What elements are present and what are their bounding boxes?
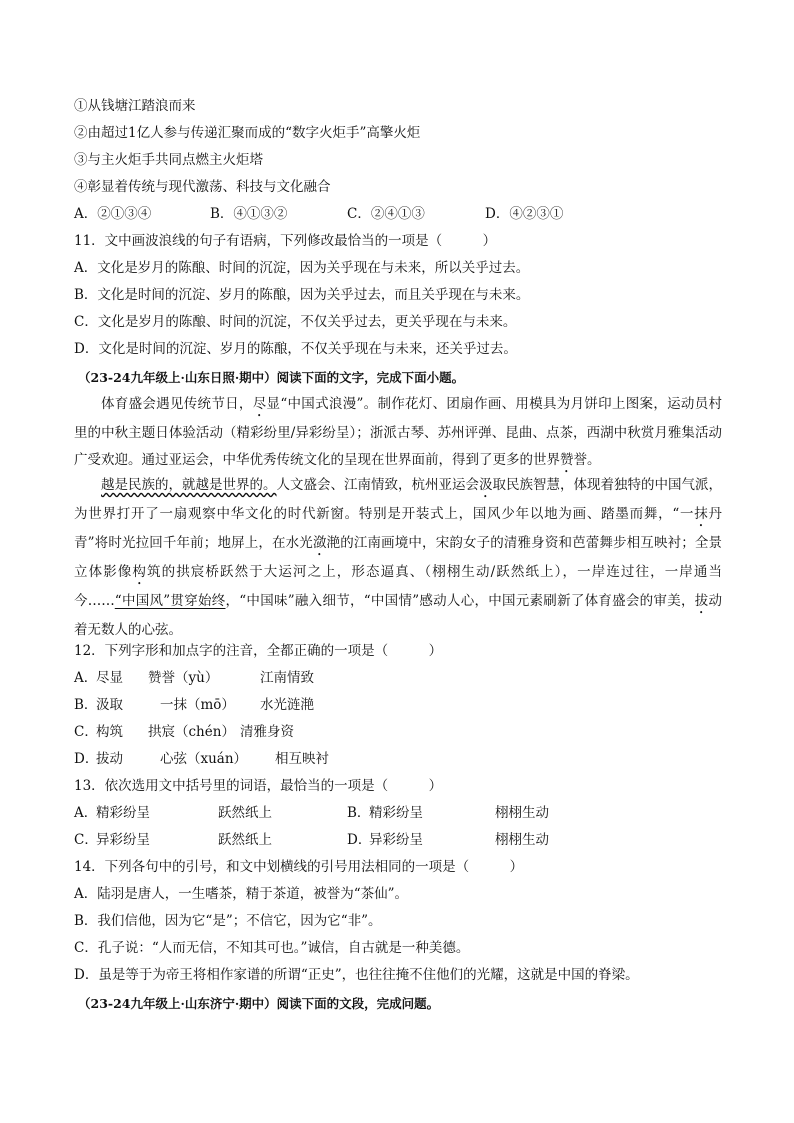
q12-stem: 12．下列字形和加点字的注音，全都正确的一项是（ ）: [74, 643, 443, 659]
section-heading-jining: （23-24九年级上·山东济宁·期中）阅读下面的文段，完成问题。: [78, 996, 440, 1011]
q10-option-c: C．②④①③: [347, 206, 425, 222]
q12-option-d-word3: 相互映衬: [275, 751, 329, 767]
q13-option-d-word1: 异彩纷呈: [369, 832, 423, 848]
q10-option-a: A．②①③④: [74, 206, 152, 222]
q11-option-b: B．文化是时间的沉淀、岁月的陈酿，因为关乎过去，而且关乎现在与未来。: [74, 287, 530, 303]
q10-option-b: B．④①③②: [210, 206, 288, 222]
q13-option-a-word2: 跃然纸上: [218, 805, 272, 821]
q12-option-d-word1: 拔动: [96, 751, 123, 767]
q10-option-d: D．④②③①: [485, 206, 564, 222]
q12-option-a-letter: A．: [74, 670, 98, 686]
q13-stem: 13．依次选用文中括号里的词语，最恰当的一项是（ ）: [74, 778, 443, 794]
q12-option-a-word3: 江南情致: [260, 670, 314, 686]
q12-option-d-word2: 心弦（xuán）: [160, 751, 248, 767]
q10-item-2: ②由超过1亿人参与传递汇聚而成的“数字火炬手”高擎火炬: [74, 125, 421, 141]
q12-option-c-word1: 构筑: [96, 724, 123, 740]
q11-option-d: D．文化是时间的沉淀、岁月的陈酿，不仅关乎现在与未来，还关乎过去。: [74, 341, 517, 357]
q14-stem: 14．下列各句中的引号，和文中划横线的引号用法相同的一项是（ ）: [74, 859, 524, 875]
q10-item-3: ③与主火炬手共同点燃主火炬塔: [74, 152, 263, 168]
q12-option-c-word2: 拱宸（chén）: [148, 724, 235, 740]
q14-option-c: C．孔子说：“人而无信，不知其可也。”诚信，自古就是一种美德。: [74, 940, 470, 956]
q14-option-b: B．我们信他，因为它“是”；不信它，因为它“非”。: [74, 913, 382, 929]
q13-option-b-letter: B．: [347, 805, 371, 821]
q14-option-d: D．虽是等于为帝王将相作家谱的所谓“正史”，也往往掩不住他们的光耀，这就是中国的脊梁。: [74, 967, 639, 983]
wavy-sentence: 越是民族的，就越是世界的。: [101, 477, 277, 493]
underlined-phrase: “中国风”贯穿始终: [114, 593, 226, 609]
q11-stem: 11．文中画波浪线的句子有语病，下列修改最恰当的一项是（ ）: [74, 233, 497, 249]
q13-option-c-word2: 跃然纸上: [218, 832, 272, 848]
q12-option-b-word2: 一抹（mō）: [160, 697, 235, 713]
q13-option-a-word1: 精彩纷呈: [96, 805, 150, 821]
q13-option-c-letter: C．: [74, 832, 98, 848]
q12-option-b-word3: 水光涟滟: [260, 697, 314, 713]
q13-option-d-word2: 栩栩生动: [495, 832, 549, 848]
passage-paragraph-1: 体育盛会遇见传统节日，尽显“中国式浪漫”。制作花灯、团扇作画、用模具为月饼印上图案，运动员村里的中秋主题日体验活动（精彩纷里/异彩纷呈）；浙派古琴、苏州评弹、昆曲、点茶，西湖中秋赏月雅集活动广受欢迎。通过亚运会，中华优秀传统文化的呈现在世界面前，得到了更多的世界赞誉。: [74, 396, 723, 468]
q10-item-1: ①从钱塘江踏浪而来: [74, 98, 196, 114]
q13-option-b-word1: 精彩纷呈: [369, 805, 423, 821]
q13-option-d-letter: D．: [347, 832, 372, 848]
q12-option-c-letter: C．: [74, 724, 98, 740]
q12-option-d-letter: D．: [74, 751, 99, 767]
q14-option-a: A．陆羽是唐人，一生嗜茶，精于茶道，被誉为“茶仙”。: [74, 886, 409, 902]
passage-paragraph-2: 越是民族的，就越是世界的。人文盛会、江南情致，杭州亚运会汲取民族智慧，体现着独特的中国气派，为世界打开了一扇观察中华文化的时代新窗。特别是开装式上，国风少年以地为画、踏墨而舞，“一抹丹青”将时光拉回千年前；地屏上，在水光潋滟的江南画境中，宋韵女子的清雅身资和芭蕾舞步相互映衬；全景立体影像构筑的拱宸桥跃然于大运河之上，形态逼真、（栩栩生动/跃然纸上），一岸连过往，一岸通当今……“中国风”贯穿始终，“中国味”融入细节，“中国情”感动人心，中国元素刷新了体育盛会的审美，拔动着无数人的心弦。: [74, 477, 723, 638]
q12-option-b-word1: 汲取: [96, 697, 123, 713]
q13-option-a-letter: A．: [74, 805, 98, 821]
q12-option-b-letter: B．: [74, 697, 98, 713]
q12-option-a-word1: 尽显: [96, 670, 123, 686]
q12-option-c-word3: 清雅身资: [240, 724, 294, 740]
q13-option-b-word2: 栩栩生动: [495, 805, 549, 821]
section-heading-rizhao: （23-24九年级上·山东日照·期中）阅读下面的文字，完成下面小题。: [78, 370, 465, 385]
q10-item-4: ④彰显着传统与现代激荡、科技与文化融合: [74, 179, 331, 195]
q12-option-a-word2: 赞誉（yù）: [148, 670, 219, 686]
q11-option-a: A．文化是岁月的陈酿、时间的沉淀，因为关乎现在与未来，所以关乎过去。: [74, 260, 530, 276]
q11-option-c: C．文化是岁月的陈酿、时间的沉淀，不仅关乎过去，更关乎现在与未来。: [74, 314, 517, 330]
q13-option-c-word1: 异彩纷呈: [96, 832, 150, 848]
